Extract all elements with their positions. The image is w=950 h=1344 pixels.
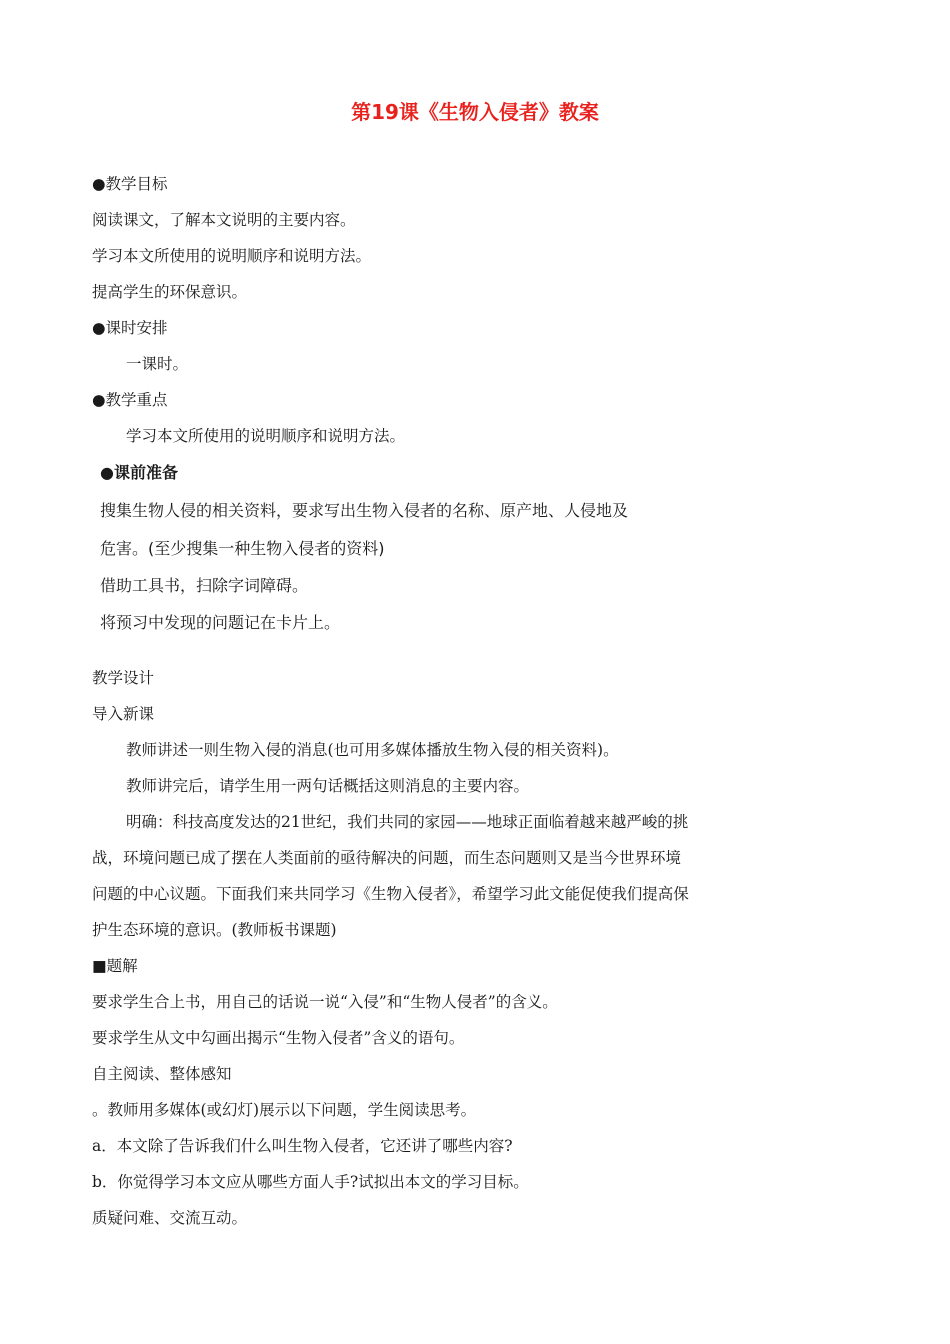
paragraph-line: 护生态环境的意识。(教师板书课题) — [92, 921, 337, 939]
paragraph-line: 学习本文所使用的说明顺序和说明方法。 — [92, 247, 372, 265]
paragraph-line: 质疑问难、交流互动。 — [92, 1209, 248, 1227]
paragraph-line: 。教师用多媒体(或幻灯)展示以下问题，学生阅读思考。 — [92, 1101, 477, 1119]
paragraph-line: 学习本文所使用的说明顺序和说明方法。 — [126, 427, 406, 445]
paragraph-line: 一课时。 — [126, 355, 189, 373]
question-line-b: b．你觉得学习本文应从哪些方面人手?试拟出本文的学习目标。 — [92, 1173, 529, 1191]
paragraph-line: 将预习中发现的问题记在卡片上。 — [100, 613, 341, 632]
paragraph-line: 要求学生从文中勾画出揭示“生物入侵者”含义的语句。 — [92, 1029, 465, 1047]
paragraph-line: 提高学生的环保意识。 — [92, 283, 248, 301]
section-heading-focus: ●教学重点 — [92, 391, 168, 409]
paragraph-line: 阅读课文，了解本文说明的主要内容。 — [92, 211, 356, 229]
paragraph-line: 问题的中心议题。下面我们来共同学习《生物入侵者》，希望学习此文能促使我们提高保 — [92, 885, 689, 903]
subsection-heading-intro: 导入新课 — [92, 705, 155, 723]
document-title: 第19课《生物入侵者》教案 — [351, 100, 599, 124]
section-heading-schedule: ●课时安排 — [92, 319, 168, 337]
paragraph-line: 教师讲完后，请学生用一两句话概括这则消息的主要内容。 — [126, 777, 530, 795]
paragraph-line: 借助工具书，扫除字词障碍。 — [100, 576, 309, 595]
subsection-heading-reading: 自主阅读、整体感知 — [92, 1065, 232, 1083]
paragraph-line: 要求学生合上书，用自己的话说一说“入侵”和“生物人侵者”的含义。 — [92, 993, 558, 1011]
paragraph-line: 搜集生物人侵的相关资料，要求写出生物入侵者的名称、原产地、人侵地及 — [100, 501, 629, 520]
paragraph-line: 战，环境问题已成了摆在人类面前的亟待解决的问题，而生态问题则又是当今世界环境 — [92, 849, 682, 867]
section-heading-preparation: ●课前准备 — [100, 463, 178, 482]
paragraph-line: 危害。(至少搜集一种生物入侵者的资料) — [100, 539, 385, 558]
section-heading-title-analysis: ■题解 — [92, 957, 138, 975]
section-heading-design: 教学设计 — [92, 669, 155, 687]
question-line-a: a．本文除了告诉我们什么叫生物入侵者，它还讲了哪些内容? — [92, 1137, 513, 1155]
section-heading-goals: ●教学目标 — [92, 175, 168, 193]
paragraph-line: 明确：科技高度发达的21世纪，我们共同的家园——地球正面临着越来越严峻的挑 — [126, 813, 689, 831]
paragraph-line: 教师讲述一则生物入侵的消息(也可用多媒体播放生物入侵的相关资料)。 — [126, 741, 619, 759]
